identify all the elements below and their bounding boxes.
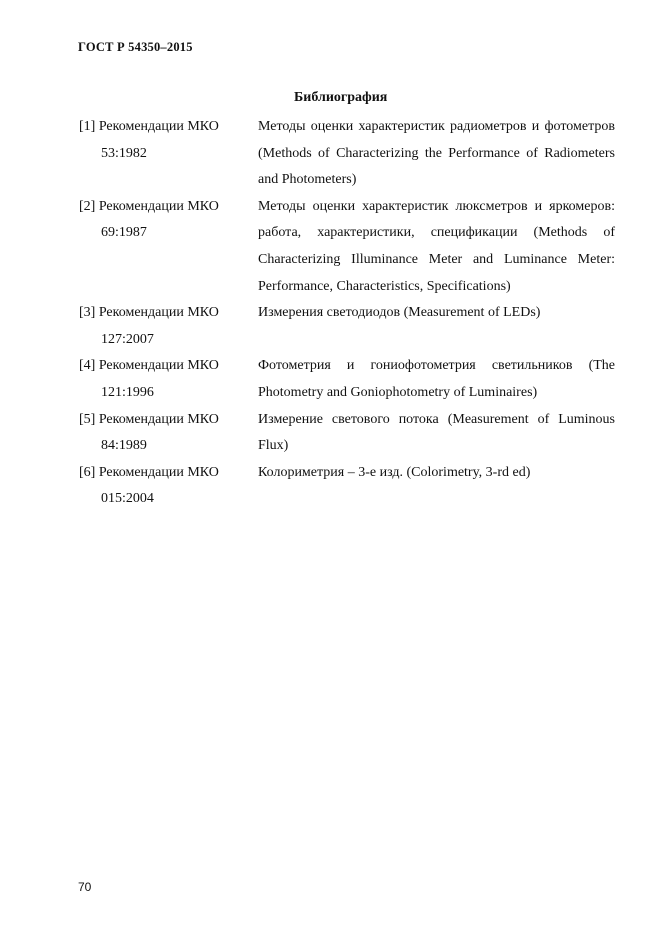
entry-reference [79, 353, 258, 406]
bibliography-entry-3 [79, 300, 615, 353]
entry-doc-number: 53:1982 [101, 145, 147, 161]
entry-doc-number: 127:2007 [101, 331, 154, 347]
entry-ref-label: [3] Рекомендации МКО [79, 305, 219, 321]
bibliography-entry-1 [79, 114, 615, 194]
bibliography-list [79, 114, 615, 513]
bibliography-entry-2 [79, 194, 615, 300]
entry-ref-label: [5] Рекомендации МКО [79, 411, 219, 427]
entry-description: Колориметрия – 3-е изд. (Colorimetry, 3-rd ed) [258, 464, 531, 480]
entry-reference [79, 300, 258, 353]
entry-description: Измерения светодиодов (Measurement of LEDs) [258, 305, 541, 321]
page-number: 70 [78, 880, 92, 894]
document-header: ГОСТ Р 54350–2015 [78, 40, 193, 54]
entry-doc-number: 84:1989 [101, 438, 147, 454]
bibliography-entry-6 [79, 460, 615, 513]
entry-reference [79, 460, 258, 513]
bibliography-entry-5 [79, 407, 615, 460]
entry-ref-label: [2] Рекомендации МКО [79, 198, 219, 214]
entry-ref-label: [1] Рекомендации МКО [79, 119, 219, 134]
entry-description: Методы оценки характеристик радиометров и фотометров (Methods of Characterizing the Performance of Radiometers and Photometers) [258, 119, 615, 188]
entry-reference [79, 114, 258, 167]
entry-reference [79, 194, 258, 247]
entry-description: Методы оценки характеристик люксметров и яркомеров: работа, характеристики, спецификации (Methods of Characterizing Illuminance Meter and Luminance Meter: Performance, Characteristics, Specifications) [258, 198, 615, 294]
bibliography-title: Библиография [294, 90, 388, 105]
entry-ref-label: [6] Рекомендации МКО [79, 464, 219, 480]
entry-description: Фотометрия и гониофотометрия светильников (The Photometry and Goniophotometry of Luminaires) [258, 358, 615, 400]
entry-reference [79, 407, 258, 460]
entry-ref-label: [4] Рекомендации МКО [79, 358, 219, 374]
entry-description: Измерение светового потока (Measurement of Luminous Flux) [258, 411, 615, 454]
entry-doc-number: 69:1987 [101, 225, 147, 241]
entry-doc-number: 015:2004 [101, 491, 154, 507]
bibliography-entry-4 [79, 353, 615, 406]
entry-doc-number: 121:1996 [101, 384, 154, 400]
